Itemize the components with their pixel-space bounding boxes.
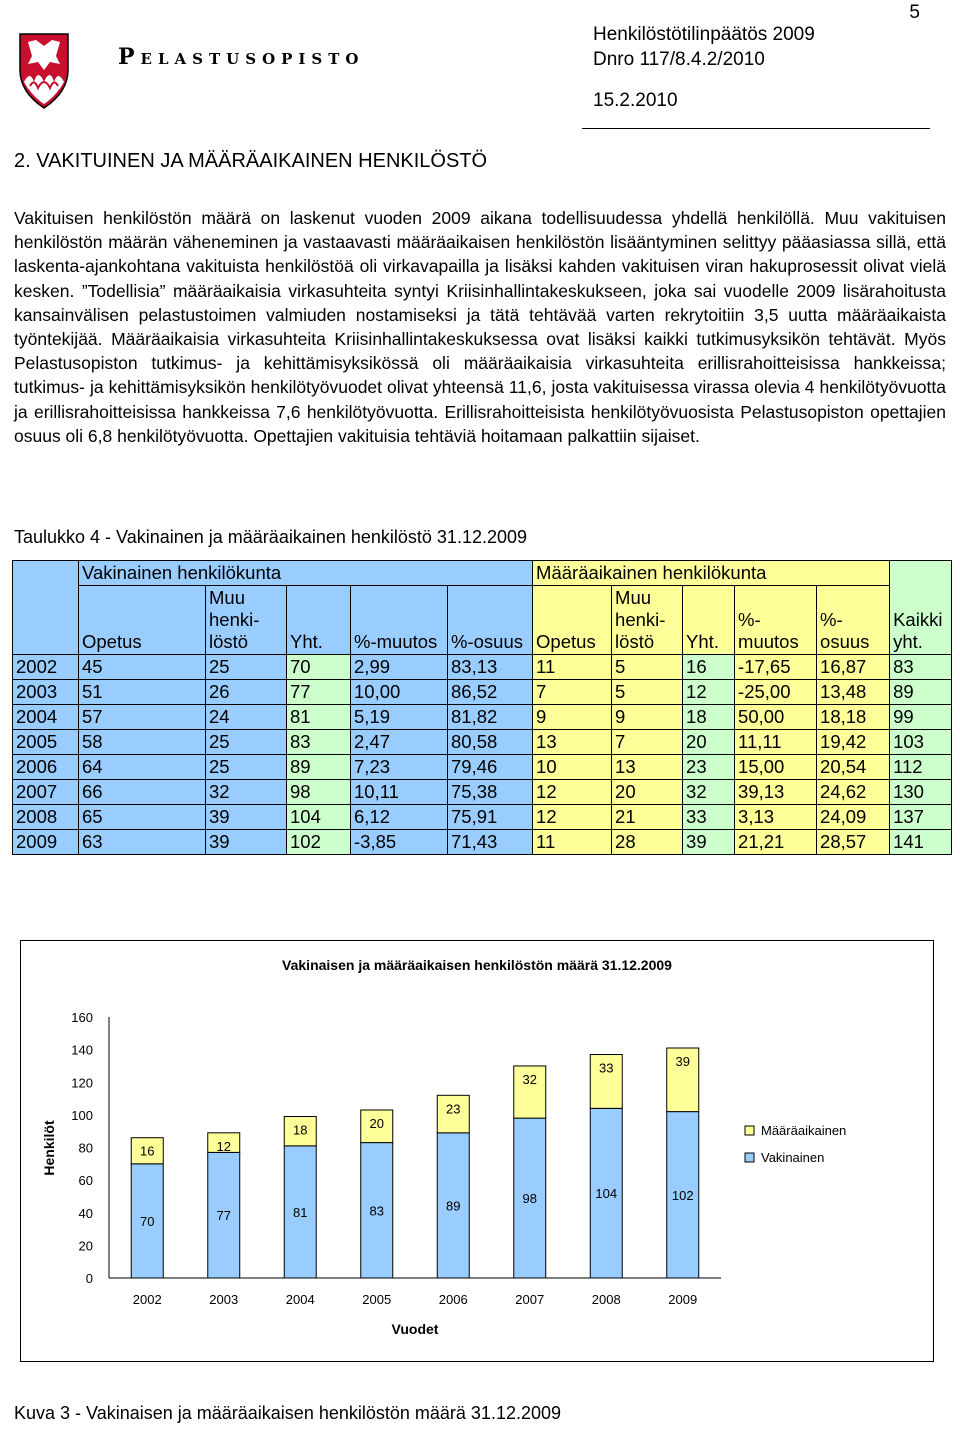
y-tick-label: 80 (78, 1140, 93, 1156)
table-cell: 103 (890, 730, 952, 755)
table-header-row-1 (13, 561, 952, 586)
figure-caption: Kuva 3 - Vakinaisen ja määräaikaisen henkilöstön määrä 31.12.2009 (14, 1403, 562, 1423)
header-change: %-muutos (351, 586, 448, 655)
table-cell: 130 (890, 780, 952, 805)
table-cell: 3,13 (735, 805, 817, 830)
staff-table (12, 560, 952, 855)
header-temporary-group: Määräaikainen henkilökunta (533, 561, 890, 586)
table-cell: 2,99 (351, 655, 448, 680)
data-label-vakinainen: 83 (369, 1203, 384, 1219)
table-cell: 104 (287, 805, 351, 830)
staff-chart (20, 940, 934, 1362)
table-cell: 25 (206, 655, 287, 680)
table-cell: 25 (206, 730, 287, 755)
table-row (13, 730, 952, 755)
table-cell: 24,62 (817, 780, 890, 805)
table-cell: 77 (287, 680, 351, 705)
table-cell: 24,09 (817, 805, 890, 830)
header-temp-teaching: Opetus (533, 586, 612, 655)
data-label-maaraaikainen: 12 (216, 1138, 231, 1154)
header-other: Muu henki-löstö (206, 586, 287, 655)
header-temp-share: %-osuus (817, 586, 890, 655)
table-cell: 7,23 (351, 755, 448, 780)
data-label-maaraaikainen: 20 (369, 1115, 384, 1131)
table-cell: 33 (683, 805, 735, 830)
table-cell: 7 (612, 730, 683, 755)
table-cell: 112 (890, 755, 952, 780)
section-title: 2. VAKITUINEN JA MÄÄRÄAIKAINEN HENKILÖSTÖ (14, 150, 488, 172)
table-cell: 18,18 (817, 705, 890, 730)
legend-label-vakinainen: Vakinainen (761, 1150, 825, 1165)
table-cell: 20 (683, 730, 735, 755)
table-cell: -17,65 (735, 655, 817, 680)
table-cell: 58 (79, 730, 206, 755)
data-label-maaraaikainen: 18 (293, 1122, 308, 1138)
table-cell: 21 (612, 805, 683, 830)
table-cell: 83 (890, 655, 952, 680)
y-tick-label: 60 (78, 1173, 93, 1189)
document-title: Henkilöstötilinpäätös 2009 (593, 24, 815, 45)
table-cell: 75,91 (448, 805, 533, 830)
table-cell: 12 (533, 780, 612, 805)
table-row (13, 655, 952, 680)
table-cell: 89 (890, 680, 952, 705)
table-cell: 63 (79, 830, 206, 855)
header-divider (582, 128, 930, 129)
header-temp-other: Muu henki-löstö (612, 586, 683, 655)
y-tick-label: 120 (71, 1075, 93, 1091)
table-cell: 98 (287, 780, 351, 805)
y-tick-label: 40 (78, 1205, 93, 1221)
table-cell: 51 (79, 680, 206, 705)
legend-label-maaraaikainen: Määräaikainen (761, 1123, 847, 1138)
table-body (13, 655, 952, 855)
data-label-vakinainen: 102 (671, 1187, 694, 1203)
table-cell-year: 2008 (13, 805, 79, 830)
table-cell: 89 (287, 755, 351, 780)
header-grand-total: Kaikki yht. (890, 561, 952, 655)
table-cell: 13 (533, 730, 612, 755)
table-cell: 10,11 (351, 780, 448, 805)
x-tick-label: 2003 (209, 1292, 239, 1307)
table-row (13, 805, 952, 830)
table-cell: 13 (612, 755, 683, 780)
table-cell: 20 (612, 780, 683, 805)
header-permanent-group: Vakinainen henkilökunta (79, 561, 287, 586)
data-label-vakinainen: 98 (522, 1191, 537, 1207)
table-cell: 19,42 (817, 730, 890, 755)
table-cell: 2,47 (351, 730, 448, 755)
data-label-maaraaikainen: 33 (599, 1060, 614, 1076)
chart-canvas (21, 941, 933, 1361)
table-cell: 79,46 (448, 755, 533, 780)
table-cell: 24 (206, 705, 287, 730)
table-row (13, 705, 952, 730)
table-cell: 81 (287, 705, 351, 730)
x-tick-label: 2002 (132, 1292, 162, 1307)
data-label-maaraaikainen: 16 (140, 1143, 155, 1159)
x-axis-label: Vuodet (391, 1321, 439, 1337)
x-tick-label: 2006 (438, 1292, 468, 1307)
body-paragraph: Vakituisen henkilöstön määrä on laskenut vuoden 2009 aikana todellisuudessa yhdellä henkilöllä. Muu vakituisen henkilöstön määrän väheneminen ja vastaavasti määräaikaisen henkilöstön lisääntyminen selittyy pääasiassa sillä, että laskenta-ajankohtana vakituista henkilöstöä oli virkavapailla ja lisäksi kahden vakituisen viran hakuprosessit olivat vielä kesken. ”Todellisia” määräaikaisia virkasuhteita syntyi Kriisinhallintakeskukseen, joka sai vuodelle 2009 lisärahoitusta kansainvälisen pelastustoimen valmiuden nostamiseksi ja tätä tehtävää varten rekrytoitiin 3,5 uutta määräaikaista työntekijää. Määräaikaisia virkasuhteita Kriisinhallintakeskuksessa ovat lisäksi kaikki tutkimusyksikön tehtävät. Myös Pelastusopiston tutkimus- ja kehittämisyksikössä oli määräaikaisia virkasuhteita erillisrahoitteisissa hankkeissa; tutkimus- ja kehittämisyksikön henkilötyövuodet olivat yhteensä 11,6, josta vakituisessa virassa olevia 4 henkilötyövuotta ja erillisrahoitteisissa hankkeissa 7,6 henkilötyövuotta. Erillisrahoitteisista henkilötyövuosista Pelastusopiston opettajien osuus oli 6,8 henkilötyövuotta. Opettajien vakituisia tehtäviä hoitamaan palkattiin sijaiset. (14, 208, 946, 446)
table-cell: 32 (206, 780, 287, 805)
table-cell: 11 (533, 830, 612, 855)
table-header-row-2 (13, 586, 952, 655)
table-cell: 16 (683, 655, 735, 680)
table-cell: 39,13 (735, 780, 817, 805)
legend-swatch-maaraaikainen (745, 1126, 754, 1135)
table-cell: 50,00 (735, 705, 817, 730)
table-cell: 102 (287, 830, 351, 855)
table-cell: 21,21 (735, 830, 817, 855)
data-label-vakinainen: 77 (216, 1208, 231, 1224)
table-cell: 23 (683, 755, 735, 780)
table-cell: 10 (533, 755, 612, 780)
table-cell: 13,48 (817, 680, 890, 705)
table-cell: 25 (206, 755, 287, 780)
x-tick-label: 2008 (591, 1292, 621, 1307)
table-cell: 83,13 (448, 655, 533, 680)
y-tick-label: 160 (71, 1010, 93, 1025)
document-date: 15.2.2010 (593, 90, 678, 111)
header-teaching: Opetus (79, 586, 206, 655)
table-cell: 39 (683, 830, 735, 855)
organization-logo (14, 30, 74, 112)
table-cell: 11 (533, 655, 612, 680)
table-cell: 7 (533, 680, 612, 705)
header-temp-change: %-muutos (735, 586, 817, 655)
document-meta (593, 22, 815, 113)
header-temp-total: Yht. (683, 586, 735, 655)
data-label-maaraaikainen: 23 (446, 1101, 461, 1117)
table-cell: 70 (287, 655, 351, 680)
x-tick-label: 2004 (285, 1292, 315, 1307)
table-cell-year: 2005 (13, 730, 79, 755)
y-tick-label: 0 (85, 1271, 93, 1286)
table-cell: 9 (612, 705, 683, 730)
table-cell: 5,19 (351, 705, 448, 730)
data-label-vakinainen: 81 (293, 1204, 308, 1220)
table-row (13, 680, 952, 705)
table-cell: 71,43 (448, 830, 533, 855)
table-cell: 10,00 (351, 680, 448, 705)
header-share: %-osuus (448, 586, 533, 655)
legend-swatch-vakinainen (745, 1153, 754, 1162)
table-cell-year: 2009 (13, 830, 79, 855)
table-cell: 137 (890, 805, 952, 830)
table-cell: -3,85 (351, 830, 448, 855)
table-cell: 12 (533, 805, 612, 830)
table-cell: 86,52 (448, 680, 533, 705)
table-cell: 12 (683, 680, 735, 705)
y-tick-label: 100 (71, 1107, 93, 1123)
document-number: Dnro 117/8.4.2/2010 (593, 49, 765, 70)
table-cell: 11,11 (735, 730, 817, 755)
table-row (13, 755, 952, 780)
page-number: 5 (909, 2, 920, 23)
table-cell: 65 (79, 805, 206, 830)
x-tick-label: 2005 (362, 1292, 392, 1307)
table-cell: 6,12 (351, 805, 448, 830)
table-cell: 20,54 (817, 755, 890, 780)
table-cell: 81,82 (448, 705, 533, 730)
table-cell: 28 (612, 830, 683, 855)
table-cell: 5 (612, 680, 683, 705)
organization-name: Pelastusopisto (118, 44, 365, 70)
table-cell: 5 (612, 655, 683, 680)
y-tick-label: 140 (71, 1042, 93, 1058)
table-cell: 15,00 (735, 755, 817, 780)
table-cell: 18 (683, 705, 735, 730)
table-cell: 28,57 (817, 830, 890, 855)
header-total: Yht. (287, 586, 351, 655)
table-cell: 83 (287, 730, 351, 755)
data-label-vakinainen: 104 (595, 1186, 618, 1202)
table-cell-year: 2003 (13, 680, 79, 705)
table-row (13, 830, 952, 855)
table-cell: 32 (683, 780, 735, 805)
chart-title: Vakinaisen ja määräaikaisen henkilöstön määrä 31.12.2009 (282, 957, 672, 973)
x-tick-label: 2007 (515, 1292, 545, 1307)
table-cell: 26 (206, 680, 287, 705)
data-label-vakinainen: 89 (446, 1198, 461, 1214)
y-axis-label: Henkilöt (41, 1120, 57, 1176)
table-cell: 39 (206, 830, 287, 855)
table-caption: Taulukko 4 - Vakinainen ja määräaikainen henkilöstö 31.12.2009 (14, 527, 528, 547)
table-cell: 75,38 (448, 780, 533, 805)
table-row (13, 780, 952, 805)
table-cell: 16,87 (817, 655, 890, 680)
data-label-maaraaikainen: 39 (675, 1053, 690, 1069)
y-tick-label: 20 (78, 1238, 93, 1254)
data-label-maaraaikainen: 32 (522, 1071, 537, 1087)
table-cell-year: 2004 (13, 705, 79, 730)
table-cell: 99 (890, 705, 952, 730)
table-cell: -25,00 (735, 680, 817, 705)
table-cell: 9 (533, 705, 612, 730)
table-cell: 141 (890, 830, 952, 855)
x-tick-label: 2009 (668, 1292, 698, 1307)
table-cell: 80,58 (448, 730, 533, 755)
table-cell: 66 (79, 780, 206, 805)
table-cell: 45 (79, 655, 206, 680)
table-cell-year: 2007 (13, 780, 79, 805)
data-label-vakinainen: 70 (140, 1213, 155, 1229)
table-cell: 39 (206, 805, 287, 830)
table-cell-year: 2002 (13, 655, 79, 680)
table-cell-year: 2006 (13, 755, 79, 780)
table-cell: 57 (79, 705, 206, 730)
table-cell: 64 (79, 755, 206, 780)
